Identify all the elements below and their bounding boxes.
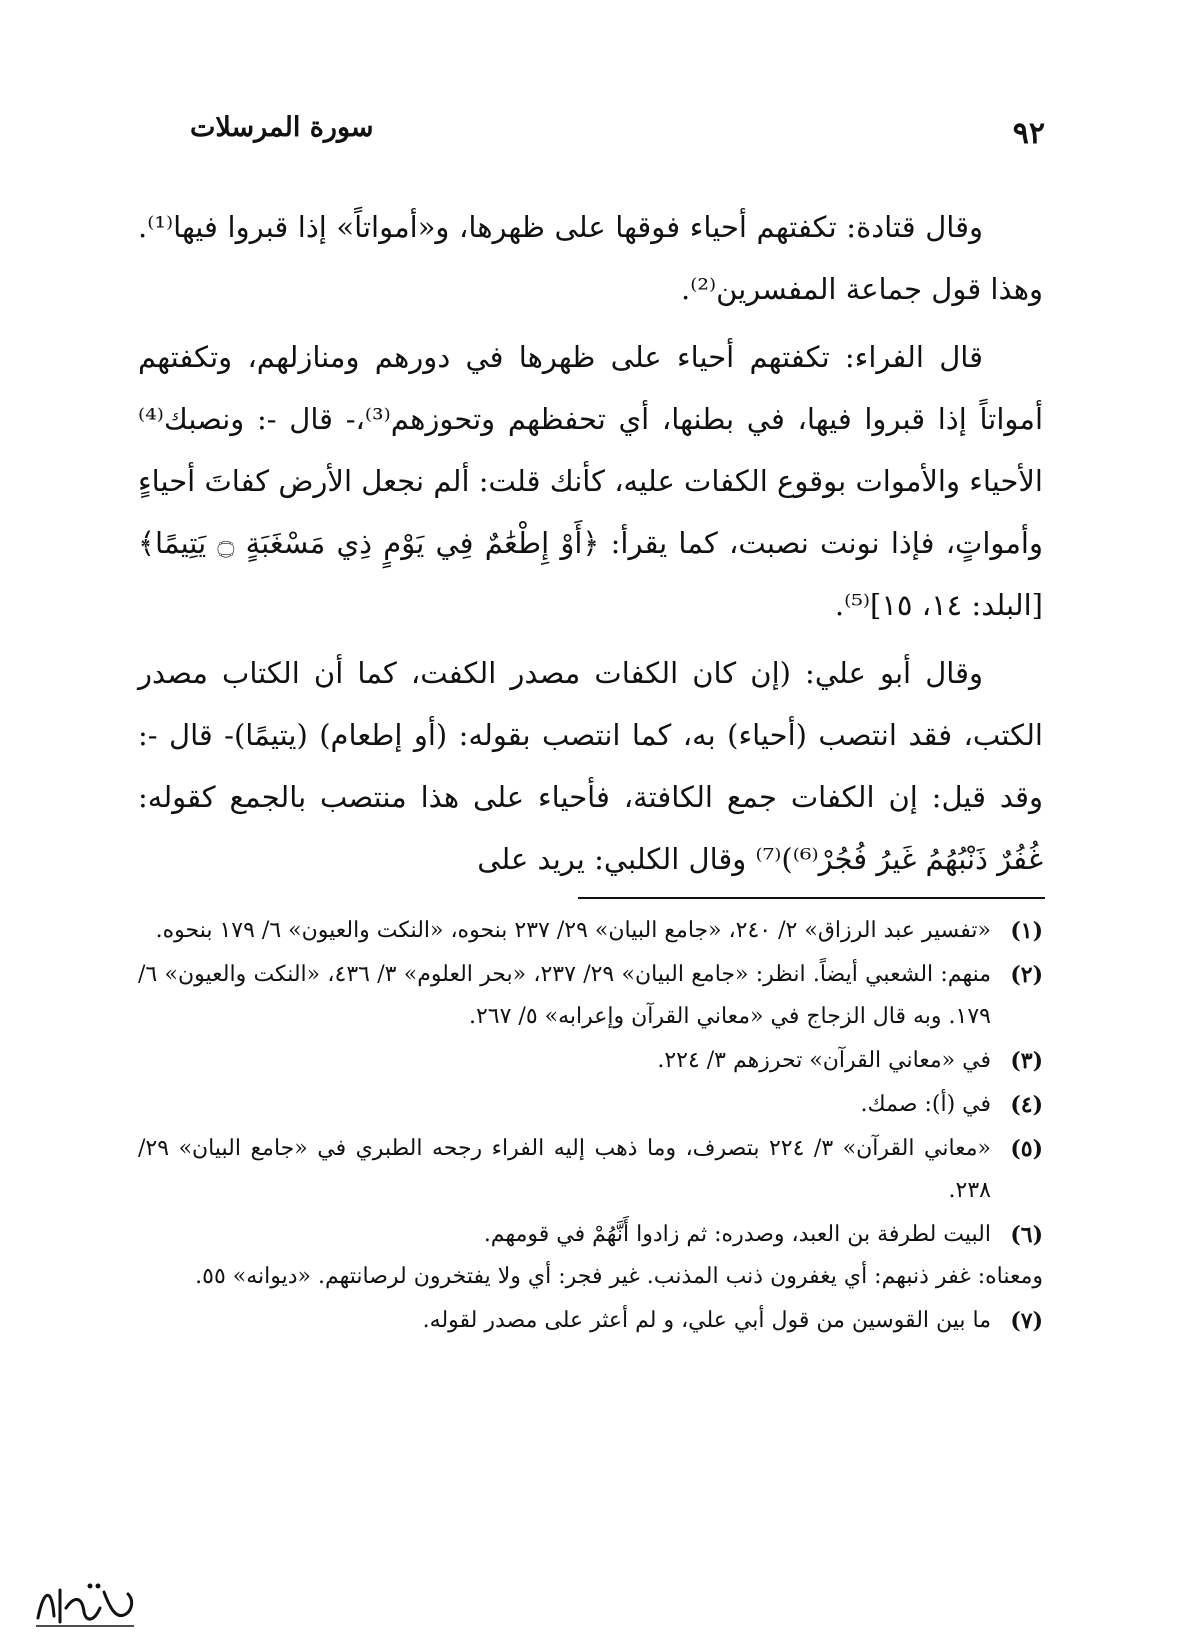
footnote-text: «معاني القرآن» ٣/ ٢٢٤ بتصرف، وما ذهب إليه الفراء رجحه الطبري في «جامع البيان» ٢٩/ ٢٣٨. (138, 1136, 992, 1203)
footnote-number: (٤) (1010, 1092, 1043, 1118)
page-header (190, 104, 1045, 154)
main-text (138, 196, 1043, 890)
footnote-text: «تفسير عبد الرزاق» ٢/ ٢٤٠، «جامع البيان» ٢٩/ ٢٣٧ بنحوه، «النكت والعيون» ٦/ ١٧٩ بنحوه. (155, 918, 991, 943)
surah-title: سورة المرسلات (190, 112, 374, 143)
footnote-separator (578, 897, 1045, 899)
footnote (138, 1084, 1043, 1126)
footnote (138, 1300, 1043, 1342)
footnote-number: (٣) (1010, 1048, 1043, 1074)
footnotes (138, 910, 1043, 1342)
footnote (138, 1040, 1043, 1082)
footnote (138, 954, 1043, 1038)
footnote-number: (٥) (1010, 1136, 1043, 1162)
footnote (138, 1214, 1043, 1298)
paragraph: قال الفراء: تكفتهم أحياء على ظهرها في دورهم ومنازلهم، وتكفتهم أمواتاً إذا قبروا فيها، في بطنها، أي تحفظهم وتحوزهم⁽³⁾،- قال -: ونصبك⁽⁴⁾ الأحياء والأموات بوقوع الكفات عليه، كأنك قلت: ألم نجعل الأرض كفاتَ أحياءٍ وأمواتٍ، فإذا نونت نصبت، كما يقرأ: ﴿أَوْ إِطْعَٰمٌ فِي يَوْمٍ ذِي مَسْغَبَةٍ ۝ يَتِيمًا﴾ [البلد: ١٤، ١٥]⁽⁵⁾. (138, 340, 1044, 622)
footnote-text: منهم: الشعبي أيضاً. انظر: «جامع البيان» ٢٩/ ٢٣٧، «بحر العلوم» ٣/ ٤٣٦، «النكت والعيون» ٦/ ١٧٩. وبه قال الزجاج في «معاني القرآن وإعرابه» ٥/ ٢٦٧. (138, 962, 992, 1029)
page-number: ٩٢ (1012, 116, 1045, 151)
footnote-number: (٢) (1010, 962, 1043, 988)
paragraph: وقال أبو علي: (إن كان الكفات مصدر الكفت، كما أن الكتاب مصدر الكتب، فقد انتصب (أحياء) به، كما انتصب بقوله: (أو إطعام) (يتيمًا)- قال -: وقد قيل: إن الكفات جمع الكافتة، فأحياء على هذا منتصب بالجمع كقوله: غُفُرٌ ذَنْبُهُمُ غَيرُ فُجُرْ⁽⁶⁾)⁽⁷⁾ وقال الكلبي: يريد على (138, 656, 1043, 876)
paragraph: وقال قتادة: تكفتهم أحياء فوقها على ظهرها، و«أمواتاً» إذا قبروا فيها⁽¹⁾. وهذا قول جماعة المفسرين⁽²⁾. (138, 210, 1043, 306)
footnote-text: في (أ): صمك. (860, 1092, 991, 1117)
footnote-number: (١) (1010, 918, 1043, 944)
calligraphy-logo-icon (30, 1578, 140, 1632)
footnote-number: (٧) (1010, 1308, 1043, 1334)
footnote-text: في «معاني القرآن» تحرزهم ٣/ ٢٢٤. (657, 1048, 991, 1073)
footnote-text: البيت لطرفة بن العبد، وصدره: ثم زادوا أَنَّهُمْ في قومهم. (483, 1222, 991, 1247)
footnote-text: ومعناه: غفر ذنبهم: أي يغفرون ذنب المذنب. غير فجر: أي ولا يفتخرون لرصانتهم. «ديوانه» ٥٥. (195, 1264, 1043, 1289)
footnote (138, 910, 1043, 952)
footnote-number: (٦) (1010, 1222, 1043, 1248)
footnote (138, 1128, 1043, 1212)
footnote-text: ما بين القوسين من قول أبي علي، و لم أعثر على مصدر لقوله. (422, 1308, 991, 1333)
